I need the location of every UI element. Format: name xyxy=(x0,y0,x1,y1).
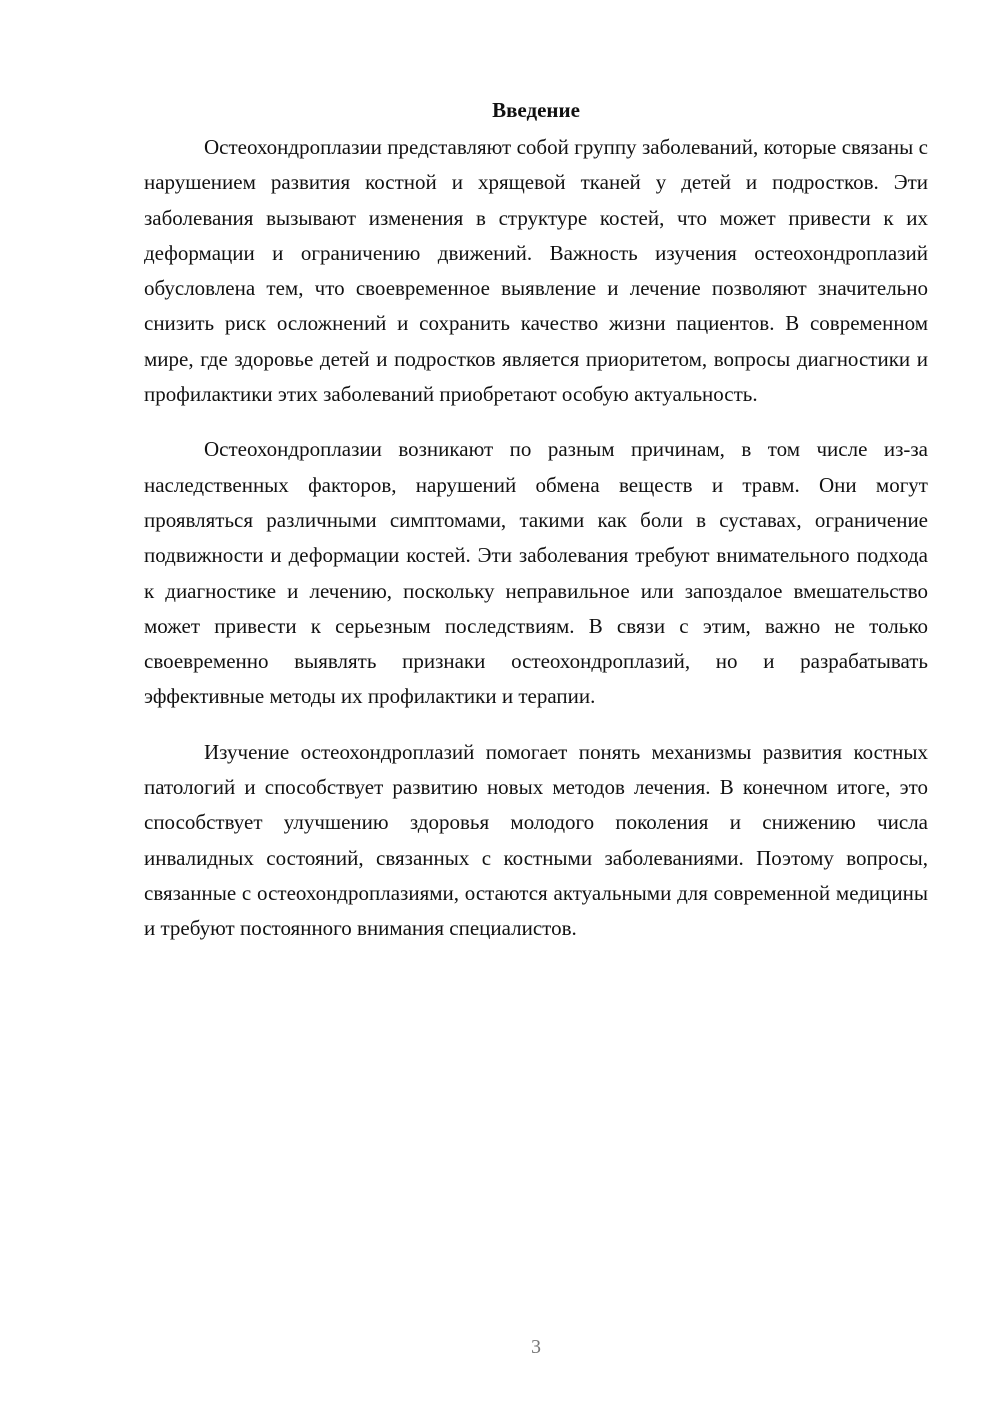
paragraph-3: Изучение остеохондроплазий помогает понять механизмы развития костных патологий и способствует развитию новых методов лечения. В конечном итоге, это способствует улучшению здоровья молодого поколения и снижению числа инвалидных состояний, связанных с костными заболеваниями. Поэтому вопросы, связанные с остеохондроплазиями, остаются актуальными для современной медицины и требуют постоянного внимания специалистов. xyxy=(144,739,928,941)
paragraph-1: Остеохондроплазии представляют собой группу заболеваний, которые связаны с нарушением развития костной и хрящевой тканей у детей и подростков. Эти заболевания вызывают изменения в структуре костей, что может привести к их деформации и ограничению движений. Важность изучения остеохондроплазий обусловлена тем, что своевременное выявление и лечение позволяют значительно снизить риск осложнений и сохранить качество жизни пациентов. В современном мире, где здоровье детей и подростков является приоритетом, вопросы диагностики и профилактики этих заболеваний приобретают особую актуальность. xyxy=(144,135,928,407)
section-heading: Введение xyxy=(492,98,580,122)
page-number: 3 xyxy=(531,1336,541,1358)
document-body xyxy=(144,93,928,947)
paragraph-2: Остеохондроплазии возникают по разным причинам, в том числе из-за наследственных факторов, нарушений обмена веществ и травм. Они могут проявляться различными симптомами, такими как боли в суставах, ограничение подвижности и деформации костей. Эти заболевания требуют внимательного подхода к диагностике и лечению, поскольку неправильное или запоздалое вмешательство может привести к серьезным последствиям. В связи с этим, важно не только своевременно выявлять признаки остеохондроплазий, но и разрабатывать эффективные методы их профилактики и терапии. xyxy=(144,437,928,709)
